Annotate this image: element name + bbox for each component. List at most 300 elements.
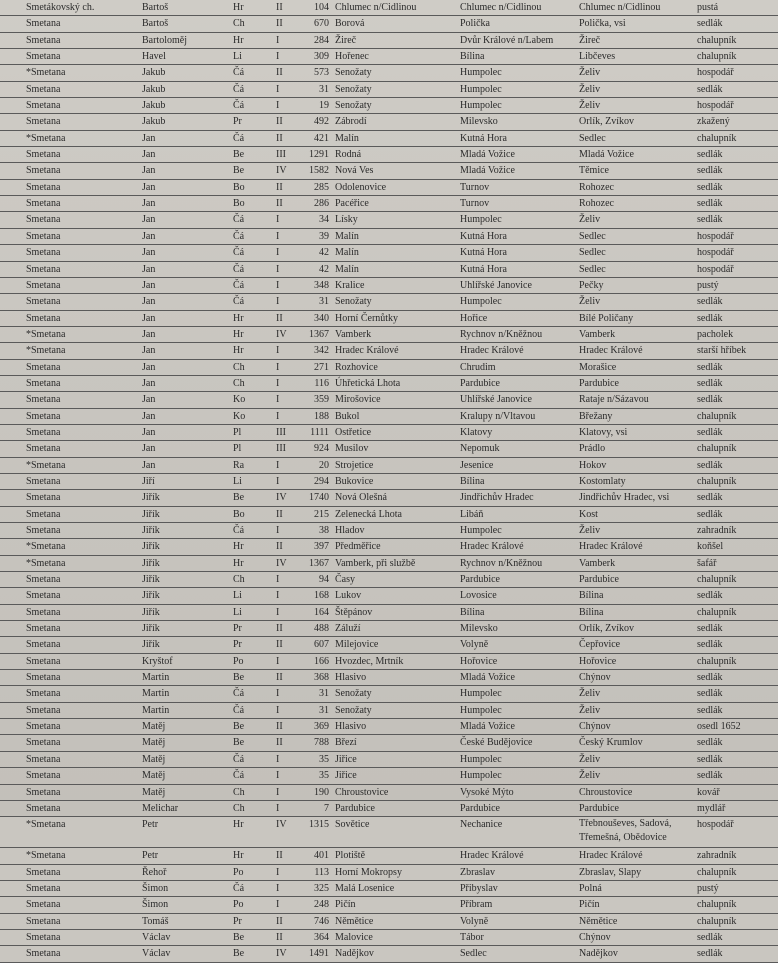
cell-region-code: Čá [233,525,245,536]
cell-surname: Smetana [26,590,61,602]
cell-folio: 607 [314,639,329,651]
cell-folio: 342 [314,345,329,357]
cell-town: Humpolec [460,83,502,95]
cell-surname: Smetana [26,737,61,749]
cell-status: mydlář [697,802,726,814]
cell-volume: II [276,132,283,144]
cell-estate: Morašice [579,361,617,373]
cell-status: sedlák [697,377,723,389]
cell-town: Mladá Vožice [460,165,515,177]
cell-given-name: Petr [142,850,159,862]
cell-village: Malá Losenice [335,882,395,894]
cell-volume: I [276,866,280,878]
cell-village: Jiřice [335,753,357,765]
cell-given-name: Jan [142,214,156,226]
cell-status: sedlák [697,198,723,210]
table-row [0,572,778,588]
cell-folio: 188 [314,410,329,422]
table-row [0,163,778,179]
cell-surname: Smetana [26,230,61,242]
cell-town: Kutná Hora [460,230,507,242]
cell-given-name: Martin [142,704,170,716]
cell-status: sedlák [697,18,723,30]
cell-volume: IV [276,819,287,831]
cell-town: Uhlířské Janovice [460,394,532,406]
cell-region-code: Li [233,590,242,602]
cell-estate: Jindřichův Hradec, vsi [579,492,670,504]
table-row [0,474,778,490]
cell-region-code: Hr [233,819,244,831]
cell-status: chalupník [697,132,737,144]
table-row [0,785,778,801]
cell-town: Pardubice [460,574,500,586]
cell-surname: Smetana [26,623,61,635]
cell-surname: Smetana [26,525,61,536]
table-row [0,376,778,392]
cell-folio: 1582 [309,165,329,177]
cell-status: sedlák [697,623,723,635]
cell-town: Klatovy [460,426,493,438]
cell-given-name: Jiřík [142,492,160,504]
cell-surname: Smetana [26,18,61,30]
cell-region-code: Hr [233,328,244,340]
cell-town: Volyně [460,915,489,927]
cell-village: Hlasivo [335,721,367,733]
cell-surname: Smetana [26,165,61,177]
cell-estate: Hokov [579,459,607,471]
cell-town: Milevsko [460,116,498,128]
cell-surname: Smetana [26,100,61,112]
cell-status: sedlák [697,165,723,177]
cell-volume: II [276,639,283,651]
cell-volume: II [276,931,283,943]
table-row [0,686,778,702]
cell-town: Turnov [460,198,490,210]
table-row [0,16,778,32]
cell-folio: 31 [319,83,329,95]
cell-volume: II [276,116,283,128]
cell-folio: 340 [314,312,329,324]
cell-folio: 286 [314,198,329,210]
cell-status: sedlák [697,83,723,95]
cell-volume: II [276,915,283,927]
cell-region-code: Hr [233,312,244,324]
cell-village: Pacéřice [335,198,369,210]
cell-region-code: Ch [233,802,245,814]
cell-volume: III [276,426,286,438]
cell-village: Žireč [335,34,357,46]
cell-estate: Bílé Poličany [579,312,634,324]
cell-given-name: Jakub [142,67,166,79]
cell-status: kovář [697,786,720,798]
cell-volume: II [276,737,283,749]
cell-region-code: Ch [233,786,245,798]
cell-given-name: Řehoř [142,866,167,878]
cell-given-name: Jan [142,132,156,144]
cell-surname: Smetana [26,116,61,128]
cell-status: sedlák [697,394,723,406]
cell-volume: I [276,230,280,242]
cell-volume: IV [276,492,287,504]
cell-village: Nová Olešná [335,492,387,504]
cell-given-name: Jiřík [142,639,160,651]
cell-given-name: Šimon [142,882,169,894]
cell-town: Turnov [460,181,490,193]
cell-volume: III [276,443,286,455]
cell-status: sedlák [697,214,723,226]
cell-village: Ostřetice [335,426,372,438]
cell-surname: *Smetana [26,328,66,340]
cell-volume: I [276,279,280,291]
cell-given-name: Jan [142,296,156,308]
cell-region-code: Hr [233,850,244,862]
cell-region-code: Li [233,51,242,63]
cell-village: Pičín [335,899,356,911]
cell-town: Chlumec n/Cidlinou [460,2,542,13]
cell-status: chalupník [697,475,737,487]
cell-given-name: Tomáš [142,915,169,927]
table-row [0,65,778,81]
cell-folio: 309 [314,51,329,63]
cell-given-name: Bartoloměj [142,34,187,46]
cell-surname: Smetana [26,83,61,95]
cell-village: Horní Mokropsy [335,866,402,878]
cell-region-code: Čá [233,753,245,765]
cell-given-name: Jan [142,279,156,291]
cell-given-name: Jakub [142,83,166,95]
cell-town: Nechanice [460,819,503,831]
cell-volume: I [276,606,280,618]
cell-town: Kutná Hora [460,132,507,144]
cell-status: sedlák [697,361,723,373]
cell-volume: I [276,296,280,308]
cell-status: chalupník [697,606,737,618]
table-row [0,719,778,735]
cell-folio: 1367 [309,557,329,569]
cell-village: Sovětice [335,819,370,831]
cell-town: Zbraslav [460,866,495,878]
cell-region-code: Be [233,492,245,504]
cell-folio: 271 [314,361,329,373]
cell-status: hospodář [697,67,734,79]
cell-status: sedlák [697,312,723,324]
table-row [0,33,778,49]
cell-region-code: Ch [233,18,245,30]
cell-town: Tábor [460,931,484,943]
cell-region-code: Pl [233,443,242,455]
cell-status: hospodář [697,247,734,259]
table-row [0,946,778,962]
cell-village: Záluží [335,623,361,635]
cell-volume: III [276,149,286,161]
cell-village: Nová Ves [335,165,374,177]
cell-status: sedlák [697,753,723,765]
cell-region-code: Čá [233,263,245,275]
cell-village: Úhřetická Lhota [335,377,401,389]
cell-region-code: Pr [233,639,242,651]
cell-volume: II [276,312,283,324]
cell-village: Hořenec [335,51,369,63]
table-row [0,588,778,604]
cell-region-code: Čá [233,230,245,242]
cell-surname: Smetana [26,882,61,894]
cell-surname: Smetana [26,915,61,927]
cell-volume: II [276,181,283,193]
cell-region-code: Be [233,721,245,733]
cell-town: Jesenice [460,459,494,471]
cell-village: Odolenovice [335,181,387,193]
table-row [0,670,778,686]
cell-estate: Hořovice [579,655,617,667]
cell-estate: Sedlec [579,230,606,242]
cell-region-code: Ch [233,377,245,389]
table-row [0,914,778,930]
cell-status: osedl 1652 [697,721,741,733]
cell-region-code: Čá [233,67,245,79]
cell-surname: Smetana [26,948,61,960]
cell-surname: Smetana [26,639,61,651]
cell-estate: Hradec Králové [579,850,643,862]
table-row [0,327,778,343]
cell-town: Pardubice [460,802,500,814]
table-row [0,229,778,245]
cell-estate: Pardubice [579,574,619,586]
cell-region-code: Ko [233,394,246,406]
cell-village: Milejovice [335,639,379,651]
cell-status: koňšel [697,541,724,553]
cell-status: sedlák [697,508,723,520]
cell-folio: 20 [319,459,329,471]
cell-village: Kralice [335,279,365,291]
cell-region-code: Ch [233,574,245,586]
cell-region-code: Li [233,606,242,618]
cell-status: sedlák [697,492,723,504]
cell-town: Humpolec [460,296,502,308]
cell-folio: 168 [314,590,329,602]
cell-village: Horní Černůtky [335,312,399,324]
cell-town: Hradec Králové [460,850,524,862]
cell-folio: 364 [314,931,329,943]
cell-estate: Chýnov [579,721,611,733]
cell-given-name: Jiřík [142,508,160,520]
cell-estate: Mladá Vožice [579,149,634,161]
cell-status: starší hříbek [697,345,747,357]
table-row [0,897,778,913]
cell-status: sedlák [697,931,723,943]
cell-surname: Smetana [26,279,61,291]
cell-village: Senožaty [335,704,372,716]
cell-surname: Smetana [26,655,61,667]
cell-folio: 19 [319,100,329,112]
cell-folio: 285 [314,181,329,193]
cell-estate: Čepřovice [579,639,621,651]
cell-surname: Smetana [26,866,61,878]
cell-town: Příbram [460,899,493,911]
cell-village: Březí [335,737,357,749]
cell-volume: I [276,704,280,716]
cell-given-name: Jan [142,181,156,193]
cell-village: Časy [335,574,355,586]
cell-volume: II [276,2,283,13]
cell-surname: Smetana [26,34,61,46]
cell-given-name: Jan [142,263,156,275]
cell-folio: 368 [314,672,329,684]
cell-estate: Sedlec [579,247,606,259]
cell-estate: Libčeves [579,51,616,63]
cell-status: pustý [697,279,719,291]
cell-folio: 573 [314,67,329,79]
cell-volume: IV [276,328,287,340]
cell-estate: Nadějkov [579,948,618,960]
cell-folio: 397 [314,541,329,553]
cell-village: Němětice [335,915,374,927]
cell-status: hospodář [697,100,734,112]
cell-village: Chroustovice [335,786,389,798]
cell-volume: I [276,882,280,894]
cell-folio: 7 [324,802,329,814]
cell-given-name: Matěj [142,737,166,749]
cell-town: Pardubice [460,377,500,389]
cell-estate: Bílina [579,606,604,618]
cell-volume: I [276,263,280,275]
cell-folio: 1111 [310,426,329,438]
cell-volume: I [276,377,280,389]
cell-surname: Smetana [26,312,61,324]
cell-estate: Želiv [579,688,601,700]
cell-volume: II [276,672,283,684]
cell-volume: I [276,459,280,471]
cell-town: Polička [460,18,490,30]
cell-status: sedlák [697,426,723,438]
cell-status: hospodář [697,819,734,831]
cell-given-name: Matěj [142,786,166,798]
cell-region-code: Hr [233,345,244,357]
cell-estate: Želiv [579,83,601,95]
cell-status: pacholek [697,328,734,340]
cell-given-name: Jan [142,149,156,161]
cell-region-code: Be [233,672,245,684]
cell-given-name: Jiřík [142,590,160,602]
cell-folio: 190 [314,786,329,798]
cell-status: sedlák [697,149,723,161]
cell-folio: 1740 [309,492,329,504]
cell-town: Humpolec [460,770,502,782]
cell-given-name: Jiřík [142,557,160,569]
cell-estate: Chlumec n/Cidlinou [579,2,661,13]
cell-surname: Smetana [26,492,61,504]
table-row [0,848,778,864]
cell-folio: 746 [314,915,329,927]
cell-surname: Smetana [26,802,61,814]
cell-given-name: Matěj [142,770,166,782]
cell-volume: I [276,899,280,911]
cell-estate: Želiv [579,296,601,308]
cell-volume: II [276,18,283,30]
table-row [0,768,778,784]
cell-status: chalupník [697,410,737,422]
cell-surname: *Smetana [26,132,66,144]
table-row [0,343,778,359]
table-row [0,245,778,261]
cell-estate: Prádlo [579,443,606,455]
cell-folio: 788 [314,737,329,749]
cell-given-name: Jiřík [142,623,160,635]
cell-village: Plotiště [335,850,366,862]
cell-folio: 34 [319,214,329,226]
cell-status: sedlák [697,296,723,308]
table-row [0,196,778,212]
cell-given-name: Jan [142,443,156,455]
cell-given-name: Martin [142,688,170,700]
table-row [0,703,778,719]
cell-folio: 294 [314,475,329,487]
cell-estate: Vamberk [579,328,616,340]
table-row [0,637,778,653]
cell-given-name: Bartoš [142,2,169,13]
cell-estate: Polička, vsi [579,18,626,30]
cell-region-code: Ch [233,361,245,373]
cell-region-code: Čá [233,100,245,112]
cell-estate: Hradec Králové [579,345,643,357]
cell-region-code: Po [233,655,244,667]
cell-given-name: Jan [142,230,156,242]
cell-volume: I [276,100,280,112]
cell-status: hospodář [697,230,734,242]
cell-town: Mladá Vožice [460,149,515,161]
cell-estate: Želiv [579,770,601,782]
cell-volume: I [276,802,280,814]
cell-volume: I [276,475,280,487]
table-row [0,621,778,637]
cell-status: chalupník [697,655,737,667]
cell-surname: Smetana [26,753,61,765]
cell-region-code: Po [233,899,244,911]
cell-town: Humpolec [460,100,502,112]
cell-town: Hradec Králové [460,541,524,553]
cell-surname: Smetana [26,181,61,193]
cell-volume: IV [276,165,287,177]
cell-status: chalupník [697,51,737,63]
cell-village: Rozhovice [335,361,378,373]
table-row [0,294,778,310]
cell-given-name: Jiřík [142,606,160,618]
cell-folio: 116 [314,377,329,389]
cell-given-name: Jan [142,247,156,259]
table-row [0,82,778,98]
cell-village: Štěpánov [335,606,373,618]
cell-village: Malín [335,230,359,242]
cell-estate: Vamberk [579,557,616,569]
cell-status: pustá [697,2,719,13]
cell-region-code: Bo [233,181,245,193]
cell-given-name: Jan [142,394,156,406]
cell-estate: Orlík, Zvíkov [579,116,634,128]
cell-given-name: Jan [142,410,156,422]
cell-village: Bukol [335,410,360,422]
cell-surname: Smetana [26,443,61,455]
cell-town: Rychnov n/Kněžnou [460,557,543,569]
cell-village: Malín [335,132,359,144]
table-row [0,752,778,768]
table-row [0,311,778,327]
cell-surname: Smetana [26,361,61,373]
cell-status: zahradník [697,525,737,536]
cell-surname: *Smetana [26,850,66,862]
cell-folio: 113 [314,866,329,878]
cell-village: Senožaty [335,100,372,112]
cell-estate: Rataje n/Sázavou [579,394,649,406]
cell-town: Bílina [460,51,485,63]
